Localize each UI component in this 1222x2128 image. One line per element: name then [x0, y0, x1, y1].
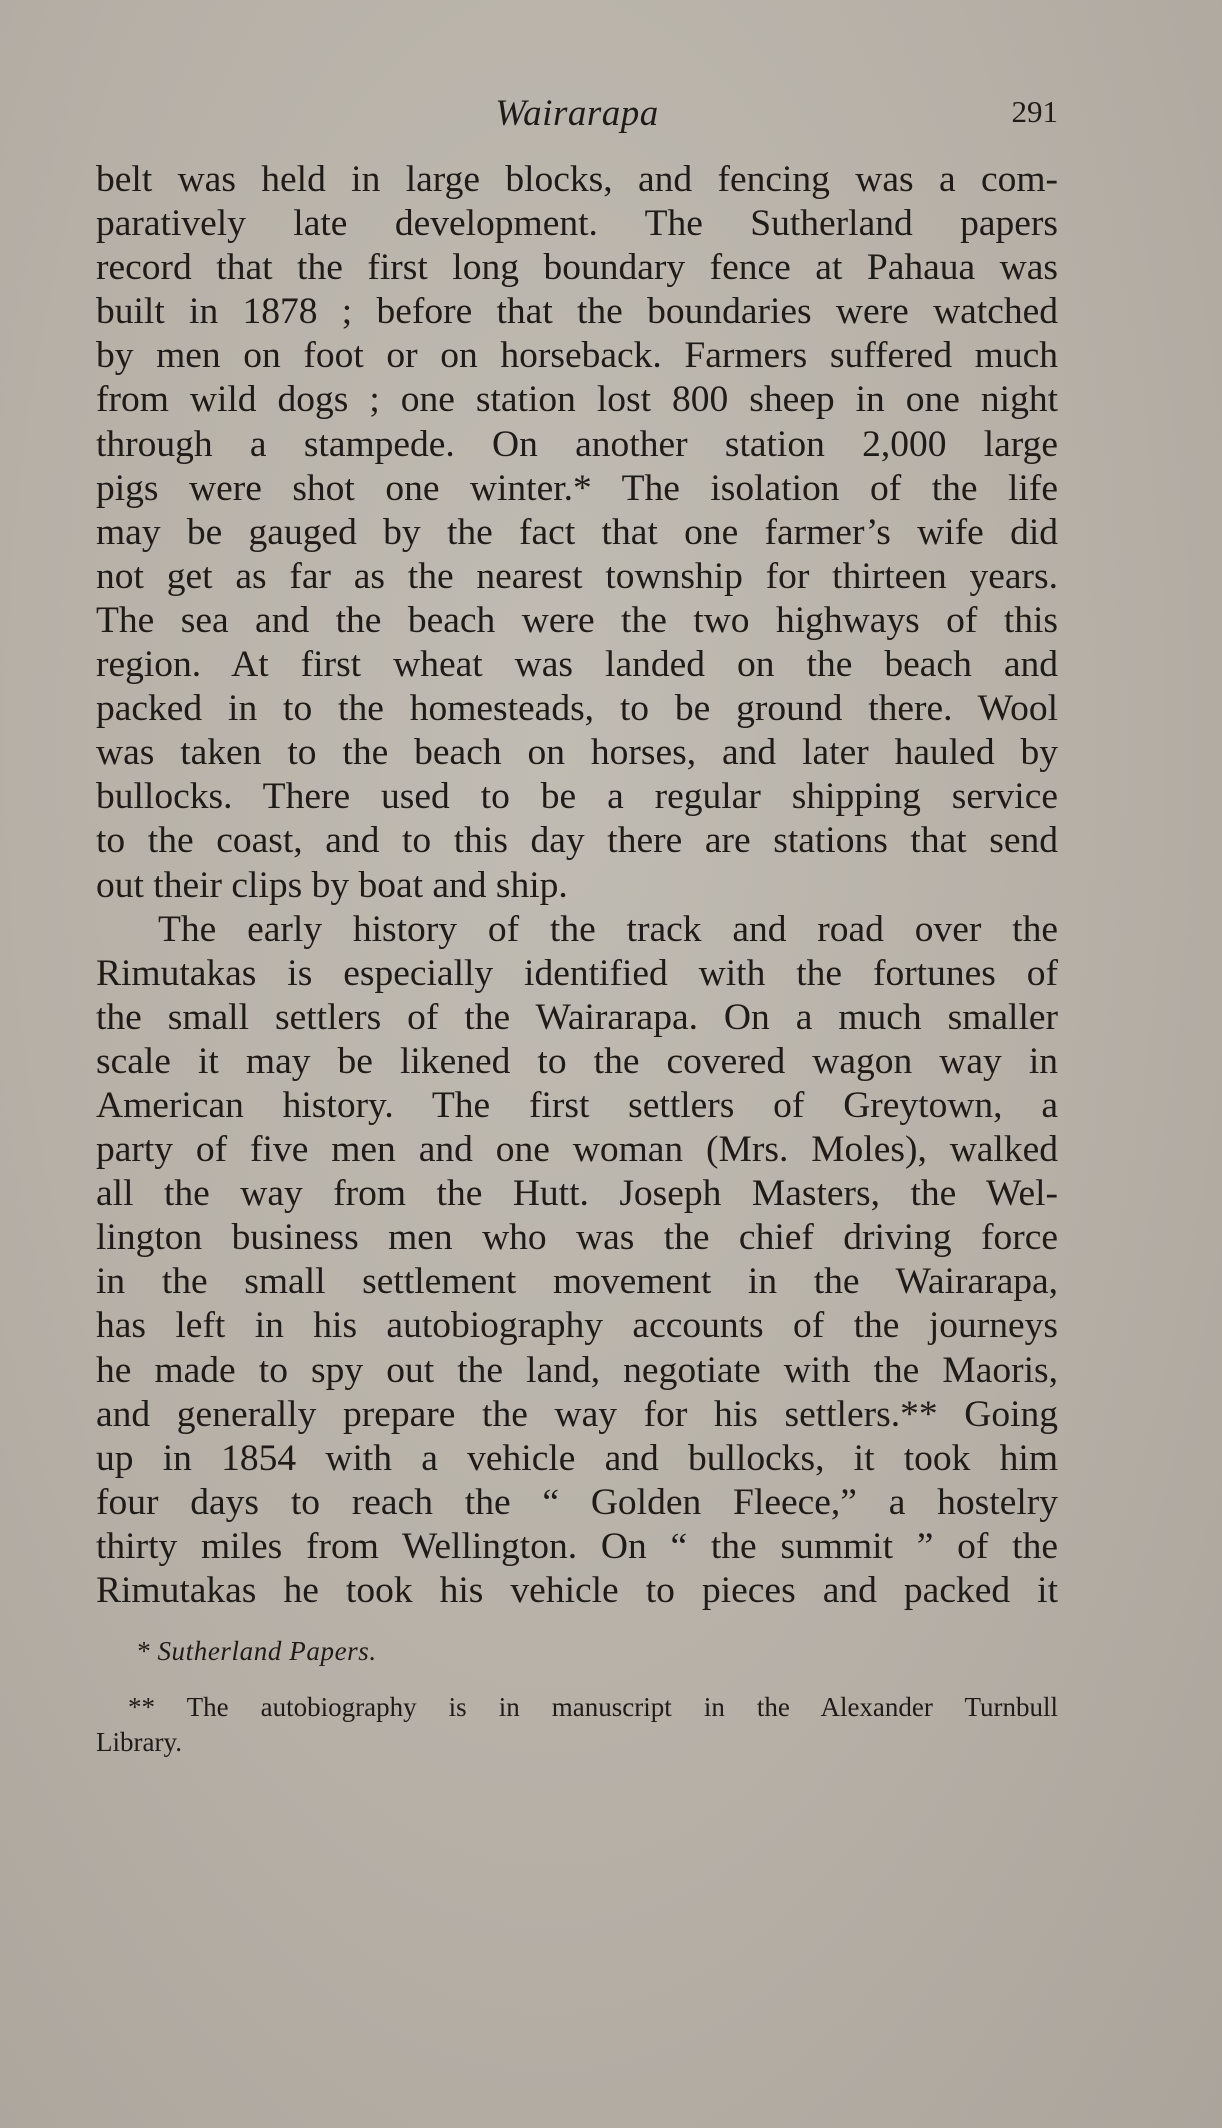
text-line: from wild dogs ; one station lost 800 sheep in one night [96, 379, 1058, 421]
text-line: Rimutakas is especially identified with the fortunes of [96, 952, 1058, 994]
body-text [96, 158, 1058, 1613]
text-line: four days to reach the “ Golden Fleece,” a hostelry [96, 1481, 1058, 1523]
text-line: packed in to the homesteads, to be ground there. Wool [96, 688, 1058, 730]
text-line: American history. The first settlers of Greytown, a [96, 1084, 1058, 1126]
text-line: out their clips by boat and ship. [96, 864, 568, 906]
text-line: all the way from the Hutt. Joseph Masters, the Wel- [96, 1173, 1058, 1215]
text-line: and generally prepare the way for his settlers.** Going [96, 1393, 1058, 1435]
running-title: Wairarapa [495, 93, 659, 134]
text-line: lington business men who was the chief driving force [96, 1217, 1058, 1259]
footnote-1: * Sutherland Papers. [136, 1636, 377, 1666]
footnote-line: ** The autobiography is in manuscript in the Alexander Turnbull [128, 1692, 1058, 1722]
text-line: paratively late development. The Sutherland papers [96, 203, 1058, 245]
text-line: The sea and the beach were the two highways of this [96, 599, 1058, 641]
text-line: not get as far as the nearest township for thirteen years. [96, 555, 1058, 597]
text-line: pigs were shot one winter.* The isolation of the life [96, 467, 1058, 509]
text-line: by men on foot or on horseback. Farmers suffered much [96, 335, 1058, 377]
paragraph-1 [96, 158, 1058, 908]
text-line: thirty miles from Wellington. On “ the summit ” of the [96, 1525, 1058, 1567]
text-line: Rimutakas he took his vehicle to pieces and packed it [96, 1570, 1058, 1611]
text-line: in the small settlement movement in the Wairarapa, [96, 1261, 1058, 1303]
page-number: 291 [1011, 94, 1058, 129]
text-line: the small settlers of the Wairarapa. On a much smaller [96, 996, 1058, 1038]
paragraph-2 [96, 908, 1058, 1614]
text-line: belt was held in large blocks, and fencing was a com- [96, 159, 1058, 200]
text-line: bullocks. There used to be a regular shipping service [96, 776, 1058, 818]
footnote-line: Library. [96, 1727, 182, 1757]
text-line: to the coast, and to this day there are stations that send [96, 820, 1058, 862]
text-line: region. At first wheat was landed on the beach and [96, 644, 1058, 686]
running-head [96, 92, 1058, 142]
text-line: was taken to the beach on horses, and later hauled by [96, 732, 1058, 774]
text-line: scale it may be likened to the covered wagon way in [96, 1040, 1058, 1082]
text-line: may be gauged by the fact that one farmer’s wife did [96, 511, 1058, 553]
text-line: party of five men and one woman (Mrs. Moles), walked [96, 1129, 1058, 1171]
text-line: has left in his autobiography accounts of the journeys [96, 1305, 1058, 1347]
text-line: through a stampede. On another station 2,000 large [96, 423, 1058, 465]
text-line: up in 1854 with a vehicle and bullocks, it took him [96, 1437, 1058, 1479]
text-line: built in 1878 ; before that the boundaries were watched [96, 291, 1058, 333]
text-line: The early history of the track and road over the [158, 908, 1058, 950]
footnote-2 [96, 1690, 1058, 1760]
text-line: he made to spy out the land, negotiate with the Maoris, [96, 1349, 1058, 1391]
text-line: record that the first long boundary fence at Pahaua was [96, 247, 1058, 289]
